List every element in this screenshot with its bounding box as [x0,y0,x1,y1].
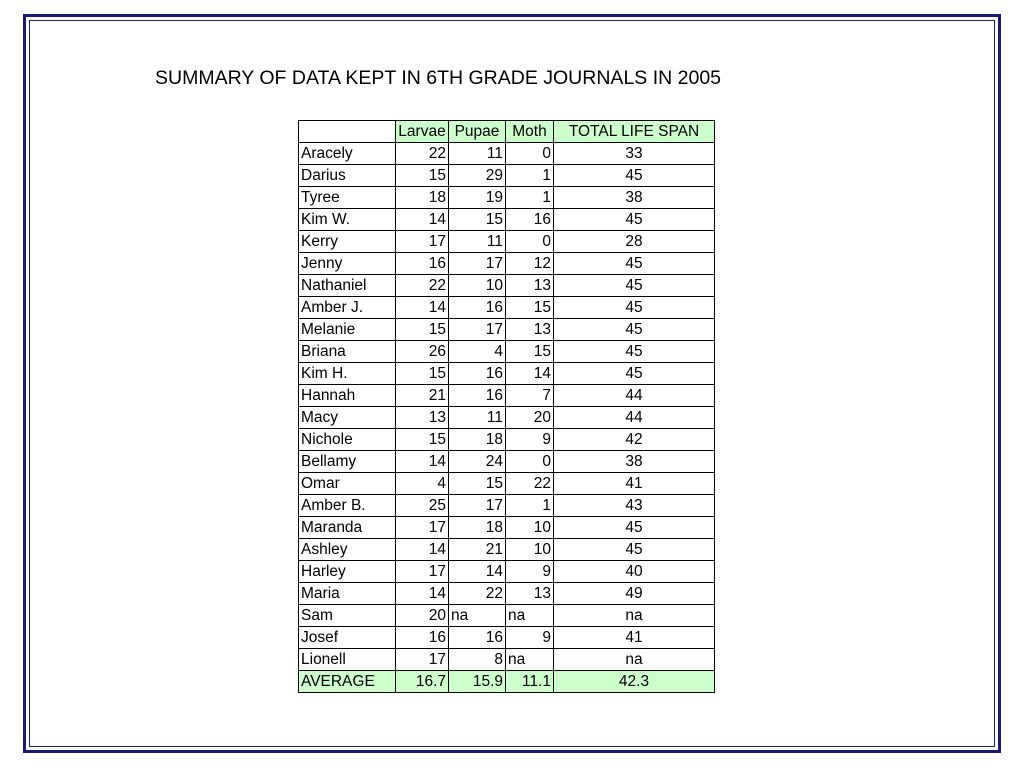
pupae-cell: 15 [449,473,506,495]
total-life-span-cell: 45 [554,517,715,539]
column-header: TOTAL LIFE SPAN [554,121,715,143]
table-row [299,363,715,385]
student-name-cell: Josef [299,627,396,649]
student-name-cell: Harley [299,561,396,583]
total-life-span-cell: 40 [554,561,715,583]
pupae-cell: 4 [449,341,506,363]
larvae-cell: 25 [396,495,449,517]
table-row [299,253,715,275]
pupae-cell: 10 [449,275,506,297]
table-row [299,583,715,605]
student-name-cell: Lionell [299,649,396,671]
table-row [299,429,715,451]
pupae-cell: 18 [449,517,506,539]
student-name-cell: Maranda [299,517,396,539]
larvae-cell: 17 [396,517,449,539]
larvae-cell: 17 [396,561,449,583]
moth-cell: 13 [506,319,554,341]
larvae-cell: 15 [396,319,449,341]
pupae-cell: 16 [449,297,506,319]
moth-cell: 0 [506,231,554,253]
total-life-span-cell: 45 [554,363,715,385]
total-life-span-cell: 41 [554,473,715,495]
moth-cell: 9 [506,561,554,583]
table-row [299,275,715,297]
total-life-span-cell: 45 [554,209,715,231]
larvae-cell: 15 [396,363,449,385]
student-name-cell: Macy [299,407,396,429]
student-name-cell: Sam [299,605,396,627]
student-name-cell: Jenny [299,253,396,275]
student-name-cell: Hannah [299,385,396,407]
larvae-cell: 22 [396,275,449,297]
moth-cell: na [506,649,554,671]
moth-cell: 7 [506,385,554,407]
column-header: Pupae [449,121,506,143]
table-row [299,605,715,627]
total-life-span-cell: 49 [554,583,715,605]
table-row [299,627,715,649]
table-row [299,143,715,165]
student-name-cell: Maria [299,583,396,605]
table-row [299,451,715,473]
student-name-cell: Melanie [299,319,396,341]
table-row [299,341,715,363]
student-name-cell: Tyree [299,187,396,209]
student-name-cell: Aracely [299,143,396,165]
moth-cell: 10 [506,517,554,539]
pupae-cell: 18 [449,429,506,451]
table-row [299,187,715,209]
larvae-cell: 17 [396,231,449,253]
student-name-cell: Briana [299,341,396,363]
pupae-cell: na [449,605,506,627]
larvae-cell: 14 [396,539,449,561]
pupae-cell: 17 [449,253,506,275]
pupae-cell: 16 [449,363,506,385]
moth-cell: 0 [506,451,554,473]
table-row [299,231,715,253]
student-name-cell: Bellamy [299,451,396,473]
moth-cell: 0 [506,143,554,165]
pupae-cell: 14 [449,561,506,583]
student-name-cell: Ashley [299,539,396,561]
table-header-row [299,121,715,143]
student-name-cell: Darius [299,165,396,187]
table-row [299,297,715,319]
pupae-cell: 11 [449,407,506,429]
pupae-cell: 15 [449,209,506,231]
larvae-cell: 14 [396,583,449,605]
page-title: SUMMARY OF DATA KEPT IN 6TH GRADE JOURNALS IN 2005 [155,67,722,89]
student-name-cell: Nichole [299,429,396,451]
table-row [299,385,715,407]
total-life-span-cell: 42 [554,429,715,451]
pupae-cell: 16 [449,385,506,407]
larvae-cell: 15 [396,165,449,187]
larvae-cell: 18 [396,187,449,209]
larvae-cell: 21 [396,385,449,407]
column-header: Moth [506,121,554,143]
pupae-cell: 11 [449,231,506,253]
average-moth-cell: 11.1 [506,671,554,693]
average-larvae-cell: 16.7 [396,671,449,693]
student-name-cell: Nathaniel [299,275,396,297]
larvae-cell: 14 [396,451,449,473]
larvae-cell: 16 [396,627,449,649]
moth-cell: 1 [506,165,554,187]
student-name-cell: Kim H. [299,363,396,385]
total-life-span-cell: 45 [554,341,715,363]
total-life-span-cell: 45 [554,297,715,319]
student-name-cell: Kerry [299,231,396,253]
pupae-cell: 24 [449,451,506,473]
moth-cell: 1 [506,495,554,517]
table-row [299,473,715,495]
pupae-cell: 19 [449,187,506,209]
total-life-span-cell: 38 [554,187,715,209]
total-life-span-cell: 28 [554,231,715,253]
average-pupae-cell: 15.9 [449,671,506,693]
pupae-cell: 8 [449,649,506,671]
larvae-cell: 17 [396,649,449,671]
table-row [299,407,715,429]
moth-cell: 14 [506,363,554,385]
data-table [298,120,715,693]
total-life-span-cell: 43 [554,495,715,517]
total-life-span-cell: 45 [554,165,715,187]
pupae-cell: 29 [449,165,506,187]
pupae-cell: 16 [449,627,506,649]
moth-cell: 9 [506,429,554,451]
moth-cell: 22 [506,473,554,495]
larvae-cell: 22 [396,143,449,165]
table-row [299,319,715,341]
pupae-cell: 17 [449,319,506,341]
moth-cell: 20 [506,407,554,429]
table-row [299,517,715,539]
column-header: Larvae [396,121,449,143]
table-row [299,495,715,517]
average-total-life-span-cell: 42.3 [554,671,715,693]
pupae-cell: 22 [449,583,506,605]
total-life-span-cell: 45 [554,539,715,561]
moth-cell: 13 [506,583,554,605]
total-life-span-cell: 33 [554,143,715,165]
student-name-cell: Amber B. [299,495,396,517]
student-name-cell: Kim W. [299,209,396,231]
larvae-cell: 14 [396,297,449,319]
moth-cell: 16 [506,209,554,231]
moth-cell: 1 [506,187,554,209]
larvae-cell: 20 [396,605,449,627]
total-life-span-cell: na [554,605,715,627]
moth-cell: 15 [506,297,554,319]
moth-cell: na [506,605,554,627]
table-row [299,209,715,231]
student-name-cell: Amber J. [299,297,396,319]
moth-cell: 13 [506,275,554,297]
table-row [299,649,715,671]
larvae-cell: 13 [396,407,449,429]
total-life-span-cell: 45 [554,319,715,341]
table-row [299,539,715,561]
moth-cell: 9 [506,627,554,649]
moth-cell: 15 [506,341,554,363]
total-life-span-cell: 45 [554,275,715,297]
total-life-span-cell: 38 [554,451,715,473]
larvae-cell: 14 [396,209,449,231]
table-row [299,165,715,187]
average-row [299,671,715,693]
table-row [299,561,715,583]
larvae-cell: 16 [396,253,449,275]
pupae-cell: 11 [449,143,506,165]
larvae-cell: 26 [396,341,449,363]
pupae-cell: 21 [449,539,506,561]
larvae-cell: 4 [396,473,449,495]
average-label: AVERAGE [299,671,396,693]
total-life-span-cell: na [554,649,715,671]
total-life-span-cell: 44 [554,407,715,429]
moth-cell: 10 [506,539,554,561]
pupae-cell: 17 [449,495,506,517]
total-life-span-cell: 41 [554,627,715,649]
total-life-span-cell: 45 [554,253,715,275]
student-name-cell: Omar [299,473,396,495]
total-life-span-cell: 44 [554,385,715,407]
column-header [299,121,396,143]
moth-cell: 12 [506,253,554,275]
larvae-cell: 15 [396,429,449,451]
